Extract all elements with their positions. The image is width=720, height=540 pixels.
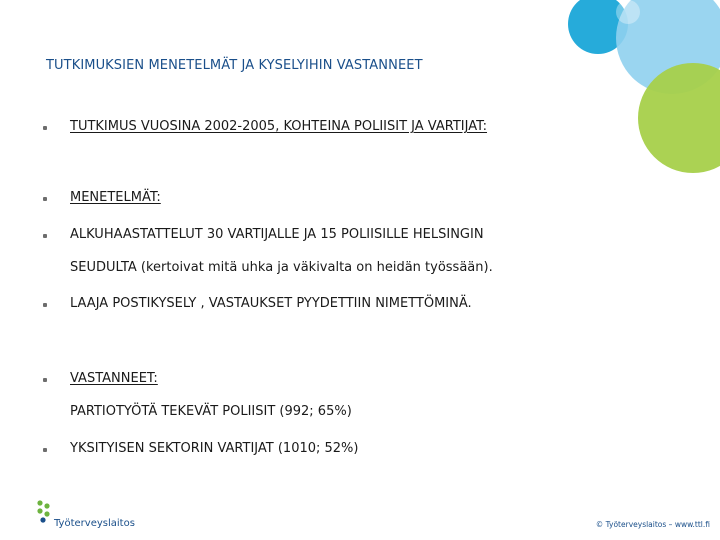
line-text-4: SEUDULTA (kertoivat mitä uhka ja väkivalta on heidän työssään). (70, 260, 493, 275)
logo-text: Työterveyslaitos (54, 518, 135, 529)
bullet-icon (43, 234, 47, 238)
slide-title: TUTKIMUKSIEN MENETELMÄT JA KYSELYIHIN VASTANNEET (46, 58, 423, 73)
bullet-icon (43, 378, 47, 382)
bullet-icon (43, 448, 47, 452)
line-text-5: LAAJA POSTIKYSELY , VASTAUKSET PYYDETTIIN NIMETTÖMINÄ. (70, 296, 472, 311)
line-text-7: PARTIOTYÖTÄ TEKEVÄT POLIISIT (992; 65%) (70, 404, 352, 419)
footer-copyright: © Työterveyslaitos – www.ttl.fi (595, 520, 710, 529)
line-text-1: TUTKIMUS VUOSINA 2002-2005, KOHTEINA POLIISIT JA VARTIJAT: (70, 119, 488, 134)
line-text-3: ALKUHAASTATTELUT 30 VARTIJALLE JA 15 POLIISILLE HELSINGIN (70, 227, 484, 242)
line-text-8: YKSITYISEN SEKTORIN VARTIJAT (1010; 52%) (70, 441, 359, 456)
bullet-icon (43, 126, 47, 130)
line-text-6: VASTANNEET: (70, 371, 158, 386)
line-text-2: MENETELMÄT: (70, 190, 161, 205)
ttl-logo-icon (35, 498, 55, 528)
bullet-icon (43, 197, 47, 201)
bullet-icon (43, 303, 47, 307)
highlight-circle (616, 0, 640, 24)
